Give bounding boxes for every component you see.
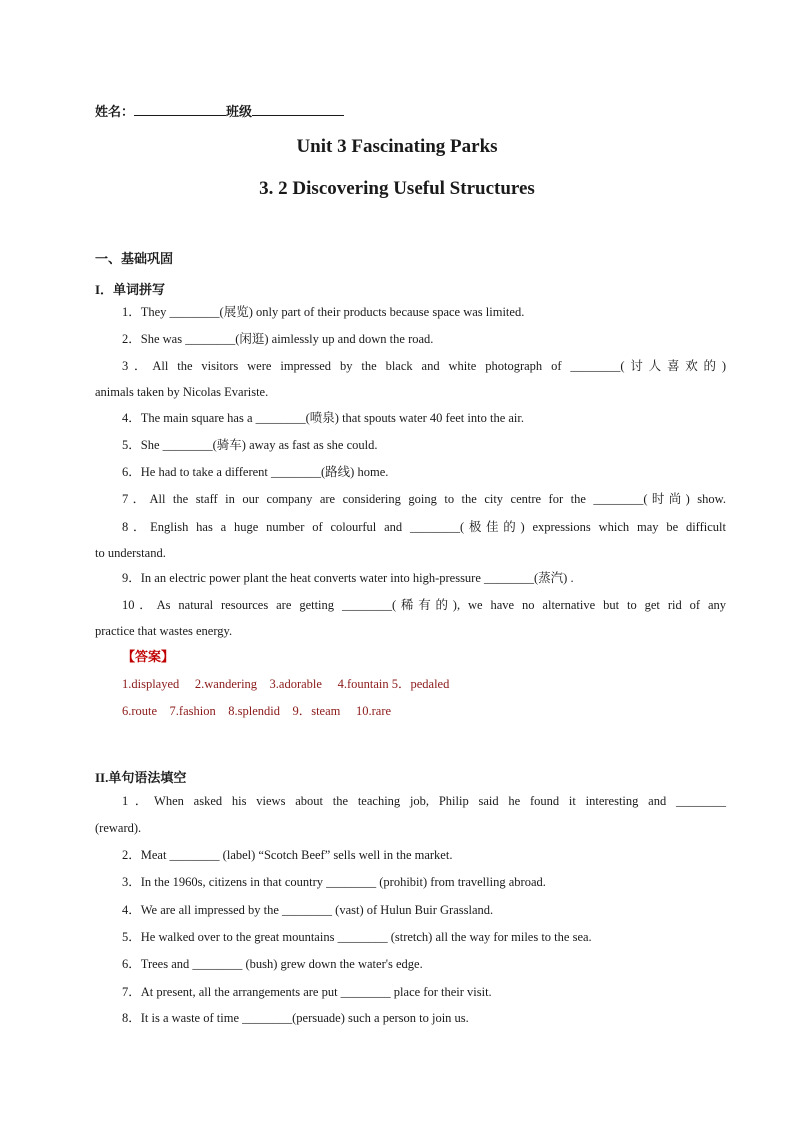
class-label: 班级 (226, 104, 253, 119)
question-line: 6．Trees and ________ (bush) grew down the water's edge. (122, 957, 423, 971)
answer-line: 6.route 7.fashion 8.splendid 9．steam 10.rare (122, 704, 392, 718)
question-line: 6．He had to take a different ________(路线) home. (122, 465, 389, 479)
student-info-line (95, 101, 344, 120)
question-line: 1．When asked his views about the teaching job, Philip said he found it interesting and ________ (122, 794, 726, 808)
question-line: animals taken by Nicolas Evariste. (95, 385, 269, 399)
question-line: (reward). (95, 821, 142, 835)
question-line: to understand. (95, 546, 166, 560)
question-line: 2．She was ________(闲逛) aimlessly up and down the road. (122, 332, 434, 346)
question-line: 2．Meat ________ (label) “Scotch Beef” sells well in the market. (122, 848, 453, 862)
part1-heading: I．单词拼写 (95, 282, 166, 297)
question-line: 7．At present, all the arrangements are put ________ place for their visit. (122, 985, 492, 999)
name-label: 姓名： (95, 104, 135, 119)
question-line: 7．All the staff in our company are considering going to the city centre for the ________(时尚) show. (122, 492, 726, 506)
question-line: 5．He walked over to the great mountains ________ (stretch) all the way for miles to the sea. (122, 930, 592, 944)
question-line: practice that wastes energy. (95, 624, 233, 638)
lesson-title: 3. 2 Discovering Useful Structures (259, 178, 535, 199)
answer-label: 【答案】 (122, 649, 175, 664)
question-line: 4．The main square has a ________(喷泉) that spouts water 40 feet into the air. (122, 411, 524, 425)
question-line: 8．It is a waste of time ________(persuade) such a person to join us. (122, 1011, 469, 1025)
question-line: 3．In the 1960s, citizens in that country ________ (prohibit) from travelling abroad. (122, 875, 546, 889)
part2-heading: II.单句语法填空 (95, 770, 187, 785)
class-blank (252, 103, 344, 116)
question-line: 4．We are all impressed by the ________ (vast) of Hulun Buir Grassland. (122, 903, 494, 917)
name-blank (134, 103, 226, 116)
answer-line: 1.displayed 2.wandering 3.adorable 4.fountain 5．pedaled (122, 677, 450, 691)
question-line: 9．In an electric power plant the heat converts water into high-pressure ________(蒸汽) . (122, 571, 574, 585)
question-line: 5．She ________(骑车) away as fast as she could. (122, 438, 378, 452)
unit-title: Unit 3 Fascinating Parks (296, 136, 498, 157)
question-line: 10．As natural resources are getting ________(稀有的), we have no alternative but to get rid of any (122, 598, 726, 612)
question-line: 1．They ________(展览) only part of their products because space was limited. (122, 305, 525, 319)
question-line: 8．English has a huge number of colourful and ________(极佳的) expressions which may be difficult (122, 520, 726, 534)
question-line: 3．All the visitors were impressed by the black and white photograph of ________(讨人喜欢的) (122, 359, 726, 373)
section-heading-basics: 一、基础巩固 (95, 251, 174, 266)
